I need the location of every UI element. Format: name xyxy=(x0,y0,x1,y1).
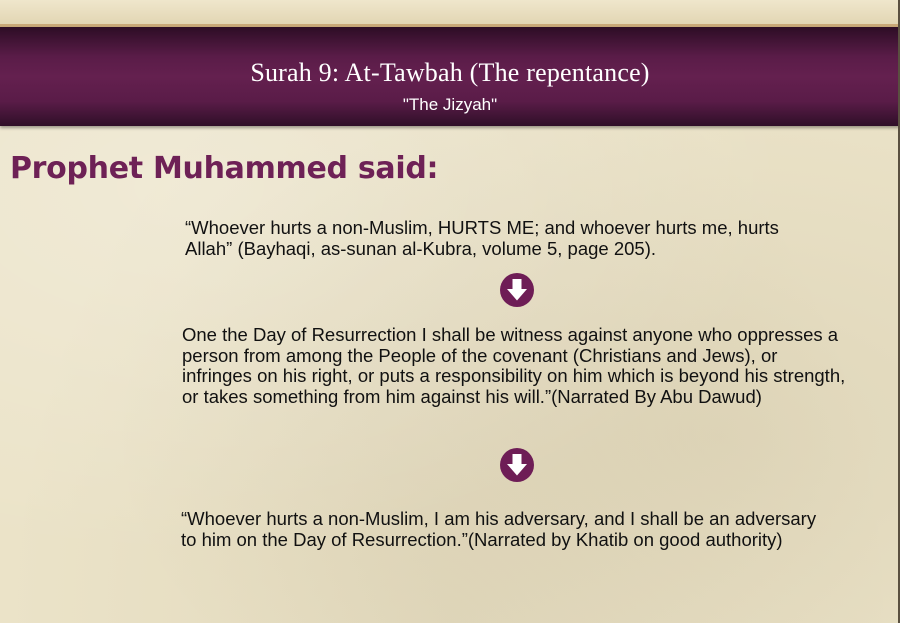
slide-heading: Prophet Muhammed said: xyxy=(10,151,439,186)
banner-title: Surah 9: At-Tawbah (The repentance) xyxy=(250,58,650,87)
quote-bayhaqi: “Whoever hurts a non-Muslim, HURTS ME; and whoever hurts me, hurts Allah” (Bayhaqi, as-sunan al-Kubra, volume 5, page 205). xyxy=(185,217,779,259)
quote-khatib: “Whoever hurts a non-Muslim, I am his adversary, and I shall be an adversary to him on the Day of Resurrection.”(Narrated by Khatib on good authority) xyxy=(181,508,817,550)
quote-abu-dawud: One the Day of Resurrection I shall be witness against anyone who oppresses a person from among the People of the covenant (Christians and Jews), or infringes on his right, or puts a responsibility on him which is beyond his strength, or takes something from him against his will.”(Narrated By Abu Dawud) xyxy=(182,324,846,407)
arrow-down-circle-icon xyxy=(499,272,535,308)
top-strip xyxy=(0,0,900,27)
title-banner xyxy=(0,27,900,126)
banner-subtitle: "The Jizyah" xyxy=(402,95,498,114)
arrow-down-circle-icon xyxy=(499,447,535,483)
